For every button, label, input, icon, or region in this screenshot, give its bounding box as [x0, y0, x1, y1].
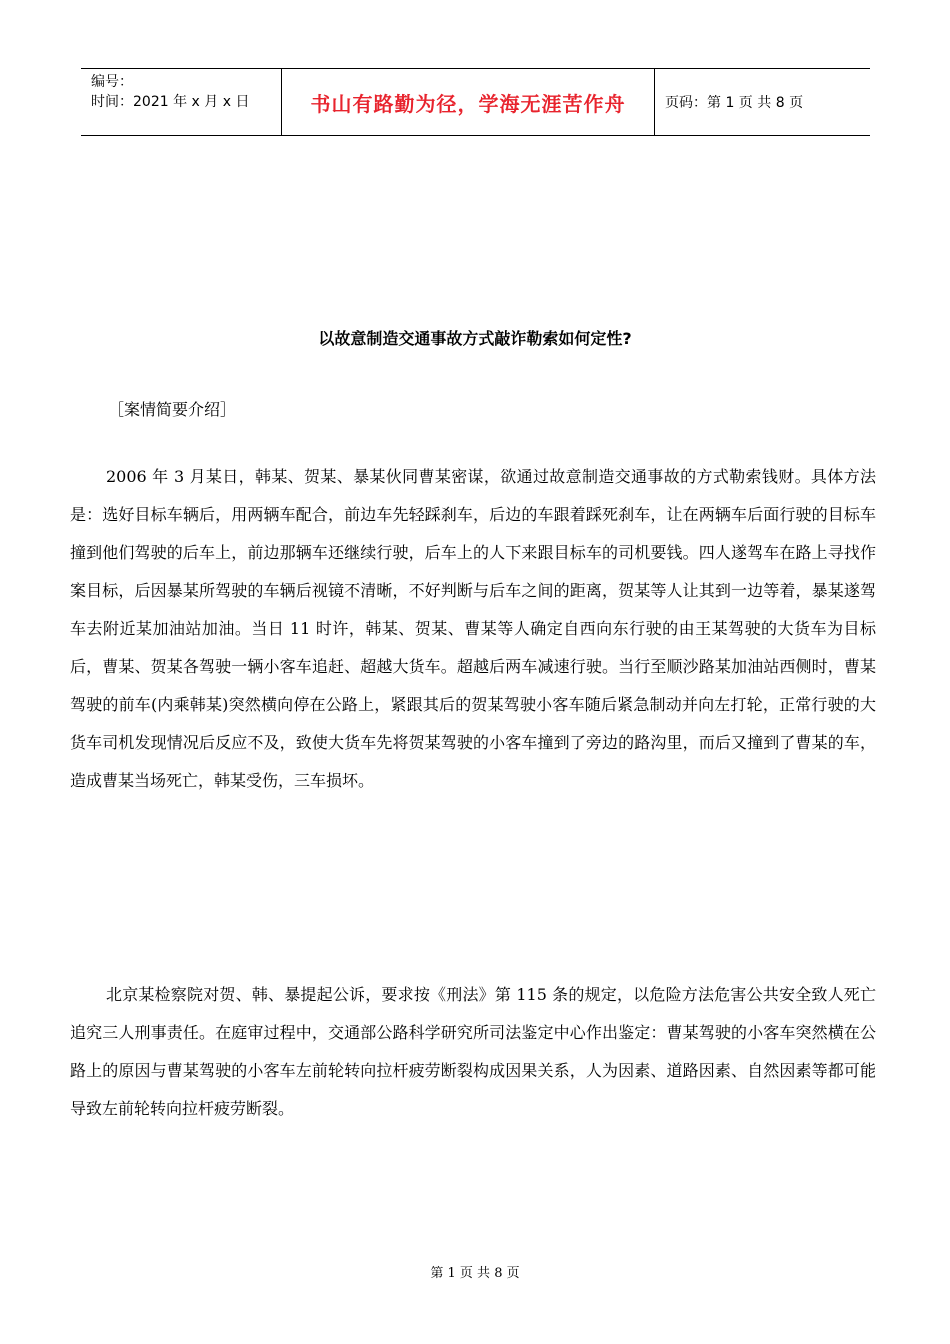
header-page-info: 页码：第 1 页 共 8 页 — [665, 95, 804, 111]
document-title: 以故意制造交通事故方式敲诈勒索如何定性? — [318, 329, 632, 348]
body-paragraph-2: 北京某检察院对贺、韩、暴提起公诉，要求按《刑法》第 115 条的规定，以危险方法危害公共安全致人死亡追究三人刑事责任。在庭审过程中，交通部公路科学研究所司法鉴定中心作出鉴定：曹某驾驶的小客车突然横在公路上的原因与曹某驾驶的小客车左前轮转向拉杆疲劳断裂构成因果关系，人为因素、道路因素、自然因素等都可能导致左前轮转向拉杆疲劳断裂。 — [70, 985, 876, 1118]
document-date: 时间：2021 年 x 月 x 日 — [91, 94, 250, 110]
header-meta — [81, 69, 281, 135]
section-heading: ［案情简要介绍］ — [108, 400, 237, 419]
page-footer: 第 1 页 共 8 页 — [430, 1266, 520, 1281]
document-number-label: 编号： — [91, 74, 133, 90]
page-header — [81, 68, 870, 136]
header-motto: 书山有路勤为径，学海无涯苦作舟 — [281, 69, 655, 135]
body-paragraph-1: 2006 年 3 月某日，韩某、贺某、暴某伙同曹某密谋，欲通过故意制造交通事故的方式勒索钱财。具体方法是：选好目标车辆后，用两辆车配合，前边车先轻踩刹车，后边的车跟着踩死刹车，让在两辆车后面行驶的目标车撞到他们驾驶的后车上，前边那辆车还继续行驶，后车上的人下来跟目标车的司机要钱。四人遂驾车在路上寻找作案目标，后因暴某所驾驶的车辆后视镜不清晰，不好判断与后车之间的距离，贺某等人让其到一边等着，暴某遂驾车去附近某加油站加油。当日 11 时许，韩某、贺某、曹某等人确定自西向东行驶的由王某驾驶的大货车为目标后，曹某、贺某各驾驶一辆小客车追赶、超越大货车。超越后两车减速行驶。当行至顺沙路某加油站西侧时，曹某驾驶的前车(内乘韩某)突然横向停在公路上，紧跟其后的贺某驾驶小客车随后紧急制动并向左打轮，正常行驶的大货车司机发现情况后反应不及，致使大货车先将贺某驾驶的小客车撞到了旁边的路沟里，而后又撞到了曹某的车，造成曹某当场死亡，韩某受伤，三车损坏。 — [70, 467, 876, 790]
